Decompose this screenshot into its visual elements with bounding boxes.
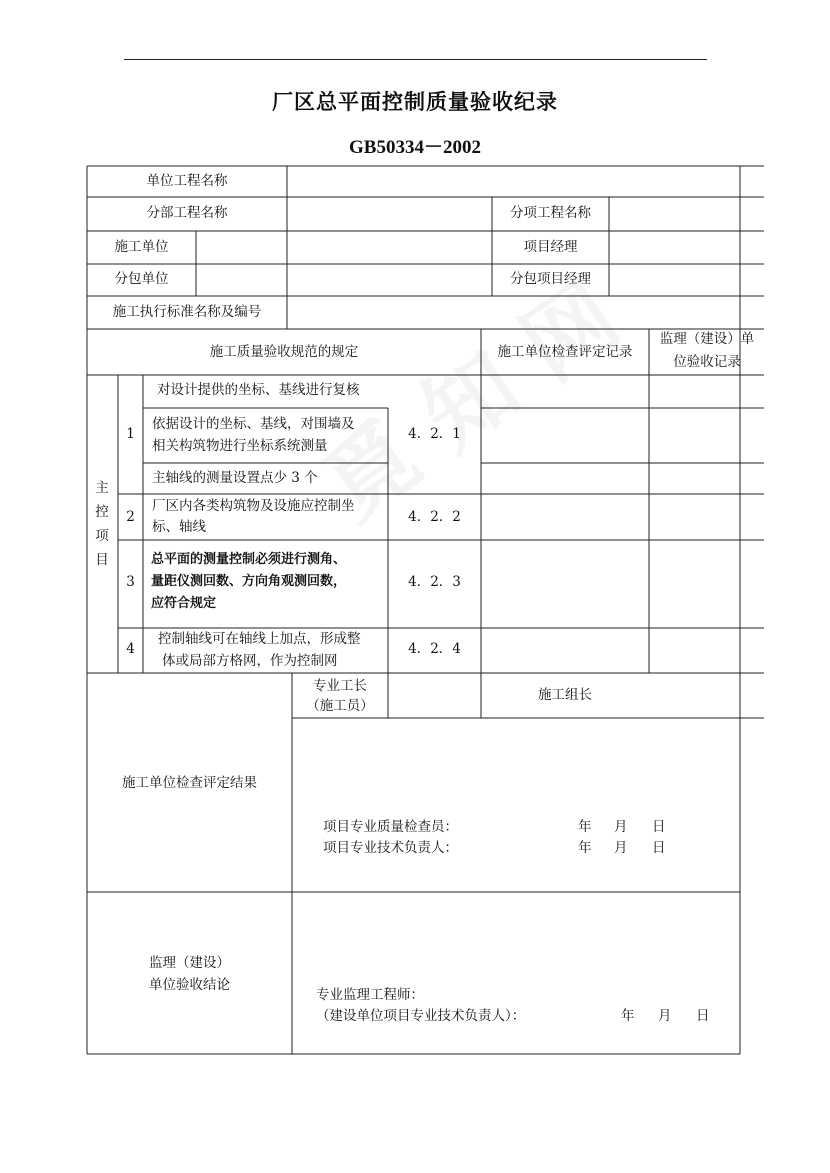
label-supervisor-line2: 单位验收结论 — [149, 977, 230, 993]
field-subcontract-project-manager[interactable] — [610, 265, 739, 295]
record-cell[interactable] — [482, 376, 648, 407]
field-foreman[interactable] — [389, 674, 480, 717]
item-2-clause: 4．2．2 — [408, 509, 461, 525]
label-unit-project-name: 单位工程名称 — [146, 173, 228, 189]
header-spec-rules: 施工质量验收规范的规定 — [209, 344, 359, 360]
label-subitem-project-name: 分项工程名称 — [510, 205, 591, 221]
item-3-clause: 4．2．3 — [408, 574, 461, 590]
item-1-sub-2-line2: 相关构筑物进行坐标系统测量 — [152, 438, 328, 454]
document-title: 厂区总平面控制质量验收纪录 — [272, 90, 558, 114]
item-4-clause: 4．2．4 — [408, 641, 461, 657]
item-3-text-line1: 总平面的测量控制必须进行测角、 — [151, 552, 347, 567]
group-label-main-control: 主 控 项 目 — [95, 480, 109, 568]
label-contractor-result: 施工单位检查评定结果 — [122, 775, 257, 791]
item-3-text-line3: 应符合规定 — [151, 596, 217, 611]
item-1-clause: 4．2．1 — [408, 426, 461, 442]
record-cell[interactable] — [482, 464, 648, 493]
field-division-project-name[interactable] — [288, 198, 491, 230]
record-cell[interactable] — [482, 629, 648, 672]
item-2-text-line2: 标、轴线 — [152, 519, 206, 535]
label-subcontract-unit: 分包单位 — [114, 271, 169, 287]
record-cell[interactable] — [482, 541, 648, 627]
item-number: 2 — [126, 509, 135, 525]
date-month: 月 — [658, 1008, 672, 1024]
header-contractor-check-record: 施工单位检查评定记录 — [497, 344, 633, 360]
date-month: 月 — [614, 840, 628, 856]
field-unit-project-name[interactable] — [288, 167, 739, 196]
item-number: 4 — [126, 641, 135, 657]
label-supervising-engineer: 专业监理工程师： — [316, 987, 424, 1003]
field-construction-unit[interactable] — [197, 232, 491, 263]
label-quality-inspector: 项目专业质量检查员： — [323, 819, 458, 835]
label-subcontract-project-manager: 分包项目经理 — [510, 271, 591, 287]
item-4-text-line1: 控制轴线可在轴线上加点，形成整 — [158, 631, 361, 647]
date-day: 日 — [696, 1008, 710, 1024]
label-owner-tech-lead: （建设单位项目专业技术负责人）： — [316, 1008, 526, 1024]
header-supervisor-accept-line1: 监理（建设）单 — [659, 331, 755, 347]
label-tech-lead: 项目专业技术负责人： — [323, 840, 458, 856]
item-number: 3 — [126, 574, 135, 590]
date-day: 日 — [652, 819, 666, 835]
item-1-sub-2-line1: 依据设计的坐标、基线，对围墙及 — [152, 416, 355, 432]
field-subitem-project-name[interactable] — [610, 198, 739, 230]
header-supervisor-accept-line2: 位验收记录 — [673, 354, 741, 370]
item-3-text-line2: 量距仪测回数、方向角观测回数， — [151, 574, 347, 589]
label-standard-name-code: 施工执行标准名称及编号 — [112, 304, 262, 320]
label-team-leader: 施工组长 — [538, 687, 592, 703]
date-day: 日 — [652, 840, 666, 856]
record-cell[interactable] — [482, 495, 648, 539]
label-construction-unit: 施工单位 — [114, 239, 169, 255]
item-number: 1 — [126, 426, 135, 442]
item-2-text-line1: 厂区内各类构筑物及设施应控制坐 — [152, 498, 355, 514]
label-foreman-line2: （施工员） — [306, 698, 374, 714]
date-year: 年 — [621, 1008, 635, 1024]
label-supervisor-line1: 监理（建设） — [149, 955, 230, 971]
top-rule — [124, 59, 707, 60]
date-year: 年 — [578, 840, 592, 856]
item-4-text-line2: 体或局部方格网，作为控制网 — [162, 653, 338, 669]
date-month: 月 — [614, 819, 628, 835]
item-1-sub-3: 主轴线的测量设置点少 3 个 — [152, 470, 318, 486]
label-foreman-line1: 专业工长 — [313, 678, 367, 694]
label-project-manager: 项目经理 — [523, 239, 578, 255]
standard-code: GB50334－2002 — [349, 137, 481, 158]
field-subcontract-unit[interactable] — [197, 265, 491, 295]
field-standard-name-code[interactable] — [288, 297, 739, 328]
date-year: 年 — [578, 819, 592, 835]
label-division-project-name: 分部工程名称 — [146, 205, 228, 221]
item-1-sub-1: 对设计提供的坐标、基线进行复核 — [157, 382, 360, 398]
field-project-manager[interactable] — [610, 232, 739, 263]
record-cell[interactable] — [482, 409, 648, 462]
